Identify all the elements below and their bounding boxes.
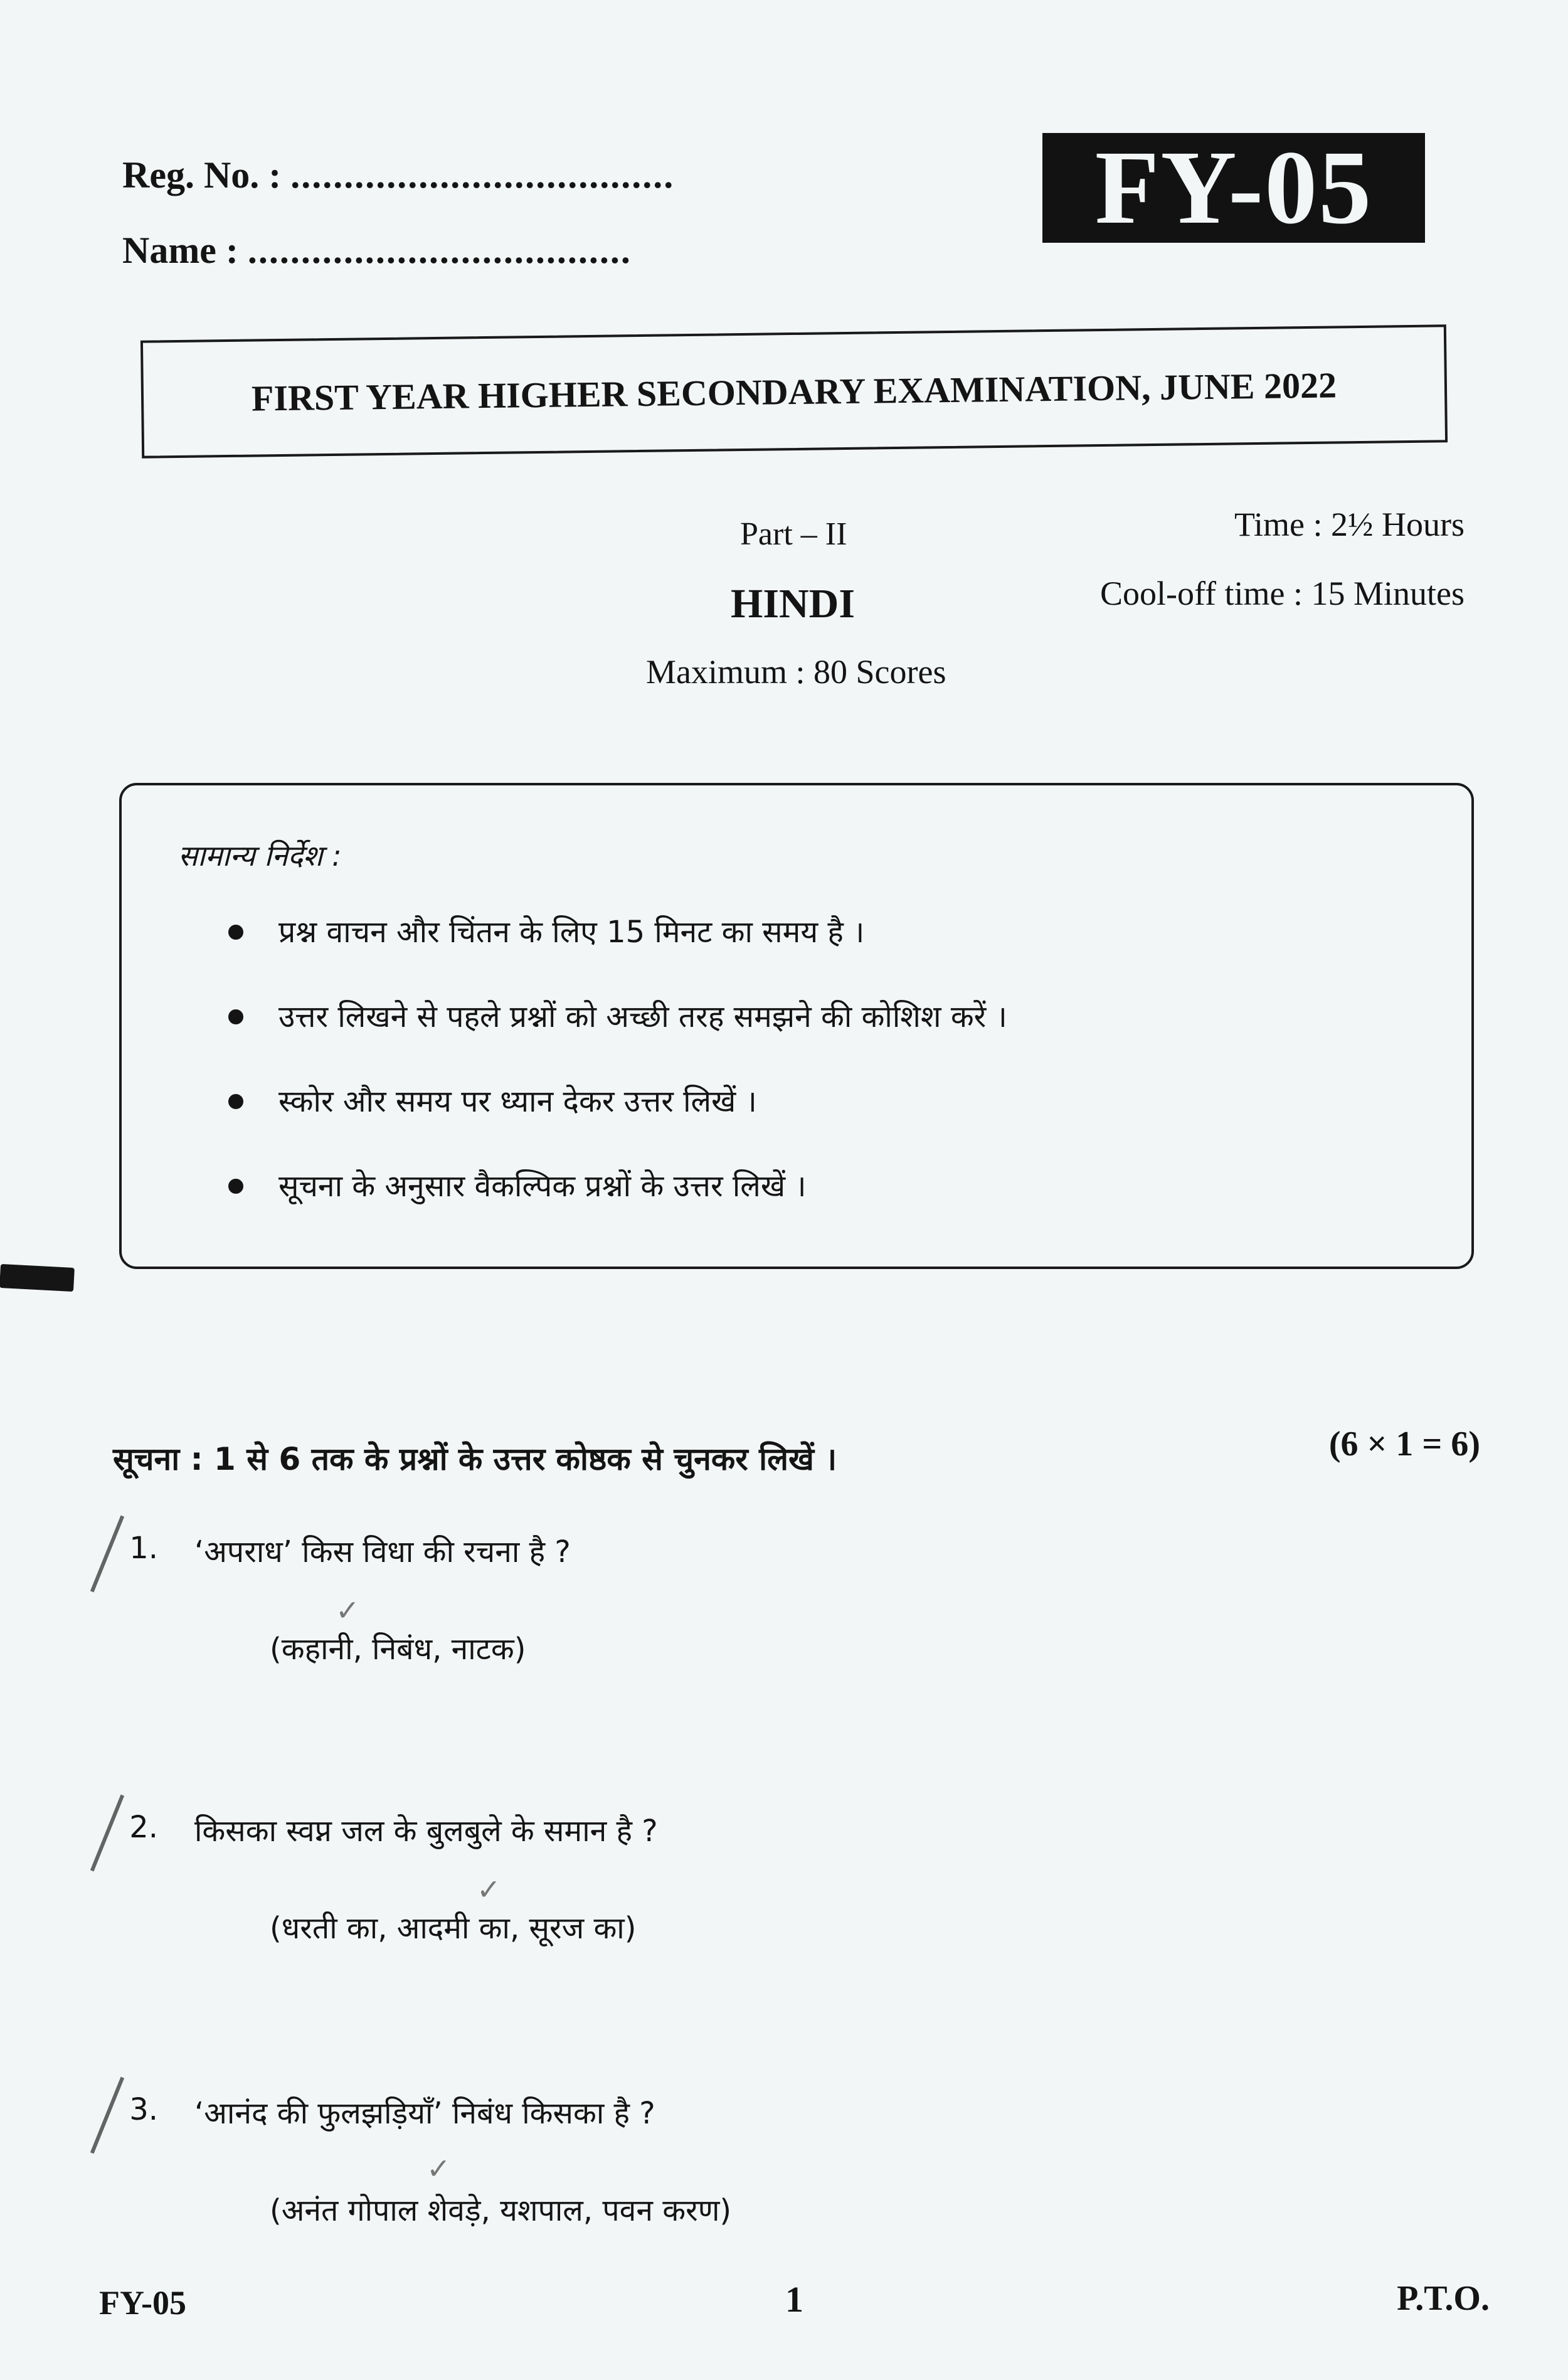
pen-check-mark: ✓	[336, 1593, 360, 1627]
bullet-icon	[228, 1009, 243, 1024]
pen-tick-mark	[90, 1795, 124, 1872]
exam-part: Part – II	[740, 516, 847, 552]
scan-margin-mark	[0, 1264, 75, 1292]
question-1	[100, 1531, 571, 1571]
reg-number-label: Reg. No. :	[122, 154, 282, 196]
footer-paper-code: FY-05	[99, 2284, 187, 2322]
pen-check-mark: ✓	[477, 1873, 501, 1906]
max-score: Maximum : 80 Scores	[646, 653, 946, 691]
exam-time: Time : 2½ Hours	[1234, 506, 1465, 543]
bullet-icon	[228, 925, 243, 940]
question-3	[100, 2092, 655, 2133]
question-3-options: (अनंत गोपाल शेवड़े, यशपाल, पवन करण)	[270, 2193, 732, 2228]
please-turn-over: P.T.O.	[1397, 2279, 1490, 2318]
instructions-title: सामान्य निर्देश :	[178, 839, 342, 873]
pen-tick-mark	[90, 1516, 124, 1593]
instruction-item: सूचना के अनुसार वैकल्पिक प्रश्नों के उत्तर लिखें ।	[228, 1165, 1007, 1250]
exam-subject: HINDI	[731, 581, 856, 627]
name-blank: ....................................	[247, 230, 632, 271]
exam-title-banner: FIRST YEAR HIGHER SECONDARY EXAMINATION, JUNE 2022	[140, 324, 1448, 458]
page-number: 1	[785, 2279, 803, 2320]
bullet-icon	[228, 1179, 243, 1194]
question-text: किसका स्वप्न जल के बुलबुले के समान है ?	[194, 1814, 658, 1849]
section-marks: (6 × 1 = 6)	[1328, 1425, 1480, 1464]
reg-number-field	[122, 154, 674, 197]
question-2	[100, 1810, 658, 1851]
question-number: 3.	[100, 2092, 194, 2133]
instruction-item: प्रश्न वाचन और चिंतन के लिए 15 मिनट का समय है ।	[228, 911, 1007, 996]
paper-code-badge: FY-05	[1042, 133, 1425, 243]
question-number: 2.	[100, 1810, 194, 1851]
question-text: ‘अपराध’ किस विधा की रचना है ?	[194, 1534, 571, 1570]
pen-tick-mark	[90, 2077, 124, 2154]
instruction-item: स्कोर और समय पर ध्यान देकर उत्तर लिखें ।	[228, 1080, 1007, 1165]
pen-check-mark: ✓	[426, 2152, 451, 2186]
name-field	[122, 229, 632, 272]
instructions-list	[228, 911, 1007, 1250]
question-number: 1.	[100, 1531, 194, 1571]
section-instruction: सूचना : 1 से 6 तक के प्रश्नों के उत्तर कोष्ठक से चुनकर लिखें ।	[113, 1441, 837, 1477]
question-2-options: (धरती का, आदमी का, सूरज का)	[270, 1911, 637, 1946]
question-text: ‘आनंद की फुलझड़ियाँ’ निबंध किसका है ?	[194, 2096, 655, 2131]
question-1-options: (कहानी, निबंध, नाटक)	[270, 1632, 526, 1667]
general-instructions-box	[119, 783, 1474, 1269]
instruction-item: उत्तर लिखने से पहले प्रश्नों को अच्छी तरह समझने की कोशिश करें ।	[228, 996, 1007, 1080]
bullet-icon	[228, 1094, 243, 1109]
cool-off-time: Cool-off time : 15 Minutes	[1100, 575, 1465, 612]
reg-number-blank: ....................................	[290, 154, 675, 196]
name-label: Name :	[122, 230, 238, 271]
